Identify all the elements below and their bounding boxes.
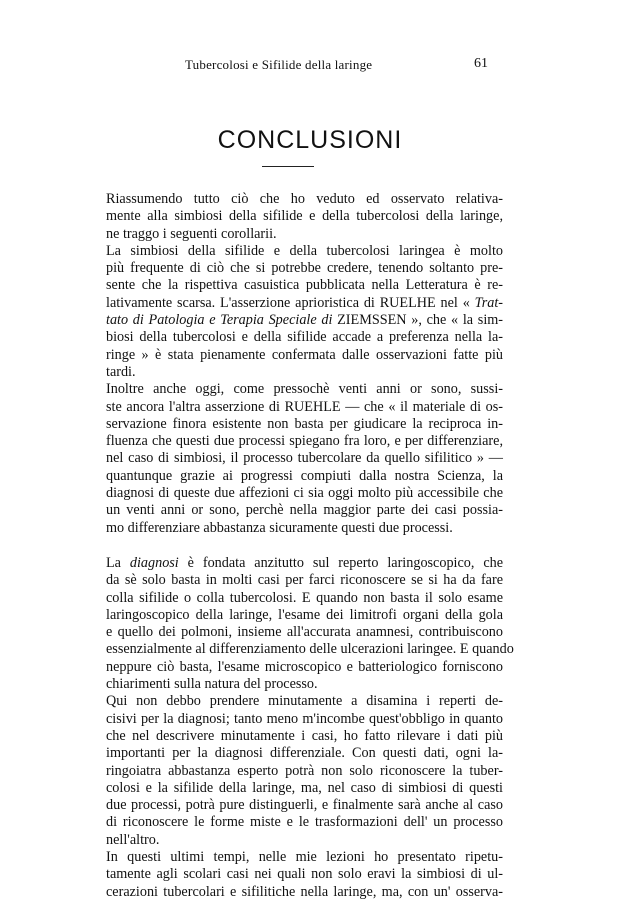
text-fragment: La bbox=[106, 554, 121, 571]
text-line: ringe » è stata pienamente confermata dalle osservazioni fatte più bbox=[106, 346, 503, 363]
text-line: più frequente di ciò che si potrebbe credere, tenendo soltanto pre- bbox=[106, 260, 503, 277]
text-line: da sè solo basta in molti casi per farci riconoscere se si ha da fare bbox=[106, 572, 503, 589]
text-line: diagnosi di queste due affezioni ci sia oggi molto più accessibile che bbox=[106, 485, 503, 502]
paragraph-3 bbox=[86, 381, 503, 537]
text-line: due processi, potrà pure distinguerli, e finalmente sarà anche al caso bbox=[106, 797, 503, 814]
author-name: ZIEMSSEN bbox=[337, 312, 407, 329]
text-fragment: ste ancora l'altra asserzione di bbox=[106, 398, 280, 415]
text-line: La simbiosi della sifilide e della tubercolosi laringea è molto bbox=[106, 242, 503, 259]
text-fragment: nel « bbox=[440, 294, 470, 311]
emphasis-word: diagnosi bbox=[129, 554, 179, 571]
text-line: In questi ultimi tempi, nelle mie lezioni ho presentato ripetu- bbox=[106, 848, 503, 865]
text-fragment: — che « il materiale di os- bbox=[345, 398, 504, 415]
text-line: tardi. bbox=[106, 363, 136, 380]
text-line: colla sifilide o colla tubercolosi. E quando non basta il solo esame bbox=[106, 589, 503, 606]
text-line bbox=[86, 555, 503, 572]
running-header-title: Tubercolosi e Sifilide della laringe bbox=[185, 57, 373, 72]
text-line: fluenza che questi due processi spiegano fra loro, e per differenziare, bbox=[106, 433, 503, 450]
text-line: cerazioni tubercolari e sifilitiche nella laringe, ma, con un' osserva- bbox=[106, 883, 503, 900]
text-line: che nel descrivere minutamente i casi, ho fatto rilevare i dati più bbox=[106, 727, 503, 744]
text-line: importanti per la diagnosi differenziale. Con questi dati, ogni la- bbox=[106, 745, 503, 762]
chapter-title: CONCLUSIONI bbox=[217, 126, 403, 154]
text-line: mo differenziare abbastanza sicuramente questi due processi. bbox=[106, 519, 453, 536]
book-title: Trat- bbox=[474, 294, 504, 311]
text-line: ne traggo i seguenti corollarii. bbox=[106, 225, 277, 242]
text-line: chiarimenti sulla natura del processo. bbox=[106, 676, 318, 693]
text-line: essenzialmente al differenziamento delle ulcerazioni laringee. E quando bbox=[106, 641, 514, 658]
author-name: RUEHLE bbox=[284, 398, 341, 415]
text-line: neppure ciò basta, l'esame microscopico e batteriologico forniscono bbox=[106, 658, 503, 675]
text-line bbox=[86, 399, 503, 416]
paragraph-5 bbox=[86, 693, 503, 849]
text-line: Qui non debbo prendere minutamente a disamina i reperti de- bbox=[106, 693, 503, 710]
paragraph-1 bbox=[86, 191, 503, 243]
text-line: cisivi per la diagnosi; tanto meno m'incombe quest'obbligo in quanto bbox=[106, 710, 503, 727]
paragraph-2 bbox=[86, 243, 503, 381]
text-line: e quello dei polmoni, insieme all'accurata anamnesi, contribuiscono bbox=[106, 624, 503, 641]
text-line: servazione finora esistente non basta per giudicare la reciproca in- bbox=[106, 415, 503, 432]
text-line: tamente agli scolari casi nei quali non solo eravi la simbiosi di ul- bbox=[106, 866, 503, 883]
text-line: sente che la rispettiva casuistica pubblicata nella Letteratura è re- bbox=[106, 277, 503, 294]
text-line: mente alla simbiosi della sifilide e della tubercolosi della laringe, bbox=[106, 208, 503, 225]
text-line: un venti anni or sono, perchè nella maggior parte dei casi possia- bbox=[106, 502, 503, 519]
text-line: laringoscopico della laringe, l'esame dei limitrofi organi della gola bbox=[106, 606, 503, 623]
body-text bbox=[86, 191, 514, 901]
text-line: Inoltre anche oggi, come pressochè venti anni or sono, sussi- bbox=[106, 381, 503, 398]
text-line bbox=[86, 295, 503, 312]
text-line: nel caso di simbiosi, il processo tubercolare da quello sifilitico » — bbox=[106, 450, 503, 467]
page-number: 61 bbox=[474, 56, 488, 71]
title-divider-rule bbox=[262, 166, 314, 167]
text-line: Riassumendo tutto ciò che ho veduto ed osservato relativa- bbox=[106, 191, 503, 207]
book-title: tato di Patologia e Terapia Speciale di bbox=[106, 312, 333, 329]
text-fragment: », che « la sim- bbox=[411, 312, 504, 329]
text-line: ringoiatra abbastanza esperto potrà non solo riconoscere la tuber- bbox=[106, 762, 503, 779]
paragraph-gap bbox=[86, 537, 503, 555]
text-line: quantunque grazie ai progressi compiuti dalla nostra Scienza, la bbox=[106, 467, 503, 484]
paragraph-6 bbox=[86, 849, 503, 901]
text-fragment: è fondata anzitutto sul reperto laringoscopico, che bbox=[187, 554, 504, 571]
paragraph-4 bbox=[86, 554, 514, 693]
text-line: colosi e la sifilide della laringe, ma, nel caso di simbiosi di questi bbox=[106, 779, 503, 796]
text-line bbox=[86, 312, 503, 329]
text-line: di riconoscere le forme miste e le trasformazioni dell' un processo bbox=[106, 814, 503, 831]
text-line: biosi della tubercolosi e della sifilide accade a preferenza nella la- bbox=[106, 329, 503, 346]
text-line: nell'altro. bbox=[106, 831, 160, 848]
author-name: RUELHE bbox=[379, 294, 436, 311]
text-fragment: lativamente scarsa. L'asserzione aprioristica di bbox=[106, 294, 375, 311]
